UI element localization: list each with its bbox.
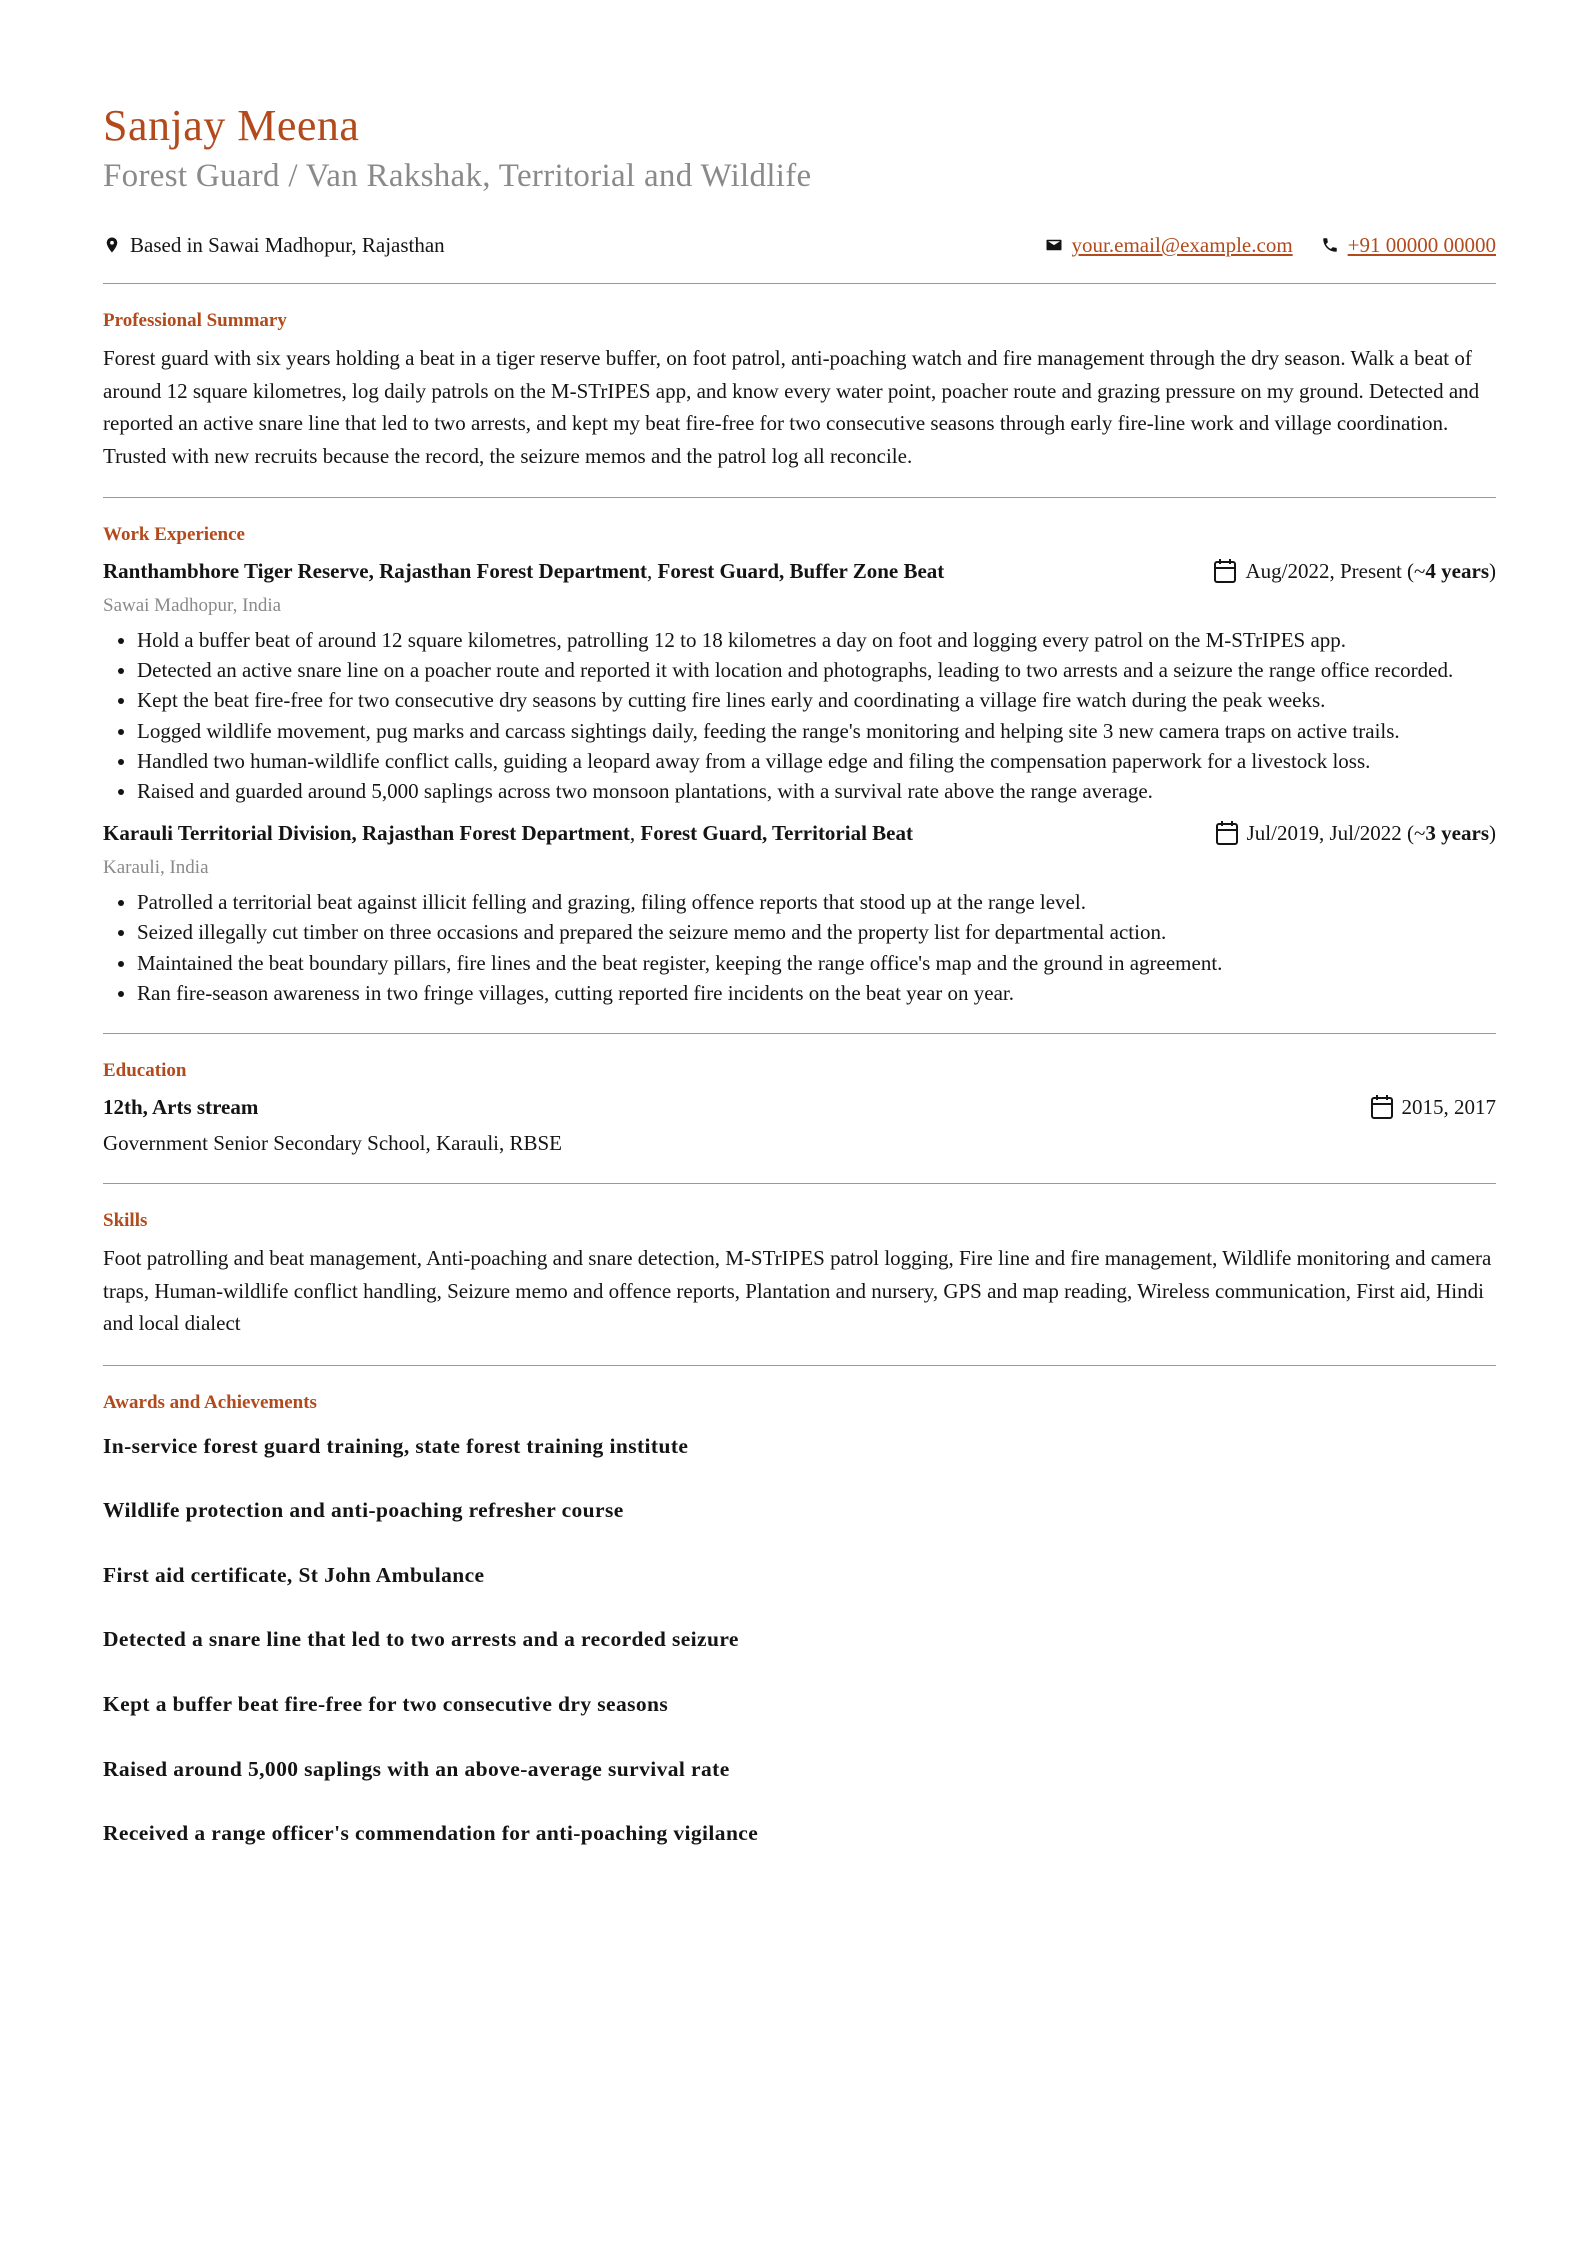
job-entry [103,818,1496,1008]
job-duration: 3 years [1425,821,1489,846]
job-header [103,556,1496,586]
job-role: Forest Guard, Territorial Beat [640,821,913,846]
job-org: Karauli Territorial Division, Rajasthan Forest Department [103,821,630,846]
job-bullets [103,625,1496,806]
section-title-experience: Work Experience [103,524,245,545]
award-item: Detected a snare line that led to two arrests and a recorded seizure [103,1627,739,1652]
section-title-skills: Skills [103,1210,148,1232]
list-item: • Detected an active snare line on a poacher route and reported it with location and photographs, leading to two arrests and a seizure the range office recorded. [137,655,1496,685]
list-item: • Maintained the beat boundary pillars, fire lines and the beat register, keeping the range office's map and the ground in agreement. [137,948,1496,978]
list-item: • Ran fire-season awareness in two fringe villages, cutting reported fire incidents on the beat year on year. [137,978,1496,1008]
job-date-close: ) [1489,559,1496,583]
education-degree: 12th, Arts stream [103,1095,259,1120]
job-title: Ranthambhore Tiger Reserve, Rajasthan Forest Department, Forest Guard, Buffer Zone Beat [103,559,945,583]
calendar-icon [1215,820,1239,846]
job-duration: 4 years [1425,559,1489,583]
contact-right [1045,232,1496,258]
job-title: Karauli Territorial Division, Rajasthan Forest Department, Forest Guard, Territorial Beat [103,821,913,846]
job-date-close: ) [1489,821,1496,846]
list-item: • Raised and guarded around 5,000 saplings across two monsoon plantations, with a survival rate above the range average. [137,776,1496,806]
award-item: First aid certificate, St John Ambulance [103,1562,485,1587]
contact-left [103,232,445,258]
summary-section [103,284,1496,497]
list-item: • Hold a buffer beat of around 12 square kilometres, patrolling 12 to 18 kilometres a day on foot and logging every patrol on the M-STrIPES app. [137,625,1496,655]
list-item: • Seized illegally cut timber on three occasions and prepared the seizure memo and the property list for departmental action. [137,917,1496,947]
phone-icon [1321,236,1339,254]
email-item[interactable] [1045,232,1293,258]
summary-text: Forest guard with six years holding a beat in a tiger reserve buffer, on foot patrol, anti-poaching watch and fire management through the dry season. Walk a beat of around 12 square kilometres, log daily patrols on the M-STrIPES app, and know every water point, poacher route and grazing pressure on my ground. Detected and reported an active snare line that led to two arrests, and kept my beat fire-free for two consecutive seasons through early fire-line work and village coordination. Trusted with new recruits because the record, the seizure memos and the patrol log all reconcile. [103,346,1480,468]
award-item: Received a range officer's commendation for anti-poaching vigilance [103,1821,759,1846]
job-date-range: Aug/2022, Present (~ [1245,559,1426,583]
list-item: • Logged wildlife movement, pug marks and carcass sightings daily, feeding the range's monitoring and helping site 3 new camera traps on active trails. [137,716,1496,746]
list-item: • Handled two human-wildlife conflict calls, guiding a leopard away from a village edge and filing the compensation paperwork for a livestock loss. [137,746,1496,776]
award-item: In-service forest guard training, state forest training institute [103,1433,689,1458]
job-role: Forest Guard, Buffer Zone Beat [657,559,945,583]
section-title-education: Education [103,1060,187,1082]
phone-item[interactable] [1321,232,1496,258]
education-date-range: 2015, 2017 [1401,1095,1496,1120]
list-item: • Kept the beat fire-free for two consecutive dry seasons by cutting fire lines early and coordinating a village fire watch during the peak weeks. [137,685,1496,715]
list-item: • Patrolled a territorial beat against illicit felling and grazing, filing offence reports that stood up at the range level. [137,887,1496,917]
award-item: Kept a buffer beat fire-free for two consecutive dry seasons [103,1691,669,1716]
awards-list [103,1424,1496,1848]
calendar-icon [1370,1094,1394,1120]
location-pin-icon [103,236,121,254]
education-section [103,1034,1496,1183]
job-dates [1215,818,1496,848]
phone-link[interactable]: +91 00000 00000 [1347,233,1496,257]
email-link[interactable]: your.email@example.com [1071,233,1293,257]
education-dates [1370,1092,1497,1122]
location-text: Based in Sawai Madhopur, Rajasthan [130,233,445,257]
job-dates [1213,556,1496,586]
experience-section [103,498,1496,1033]
candidate-headline: Forest Guard / Van Rakshak, Territorial and Wildlife [103,158,812,194]
education-header [103,1092,1496,1122]
job-location: Karauli, India [103,857,209,879]
award-item: Raised around 5,000 saplings with an above-average survival rate [103,1756,730,1781]
job-location: Sawai Madhopur, India [103,595,282,616]
section-title-summary: Professional Summary [103,310,287,331]
job-date-range: Jul/2019, Jul/2022 (~ [1246,821,1426,846]
job-bullets [103,887,1496,1008]
skills-text: Foot patrolling and beat management, Anti-poaching and snare detection, M-STrIPES patrol logging, Fire line and fire management, Wildlife monitoring and camera traps, Human-wildlife conflict handling, Seizure memo and offence reports, Plantation and nursery, GPS and map reading, Wireless communication, First aid, Hindi and local dialect [103,1246,1492,1336]
education-institution: Government Senior Secondary School, Karauli, RBSE [103,1131,563,1156]
job-org: Ranthambhore Tiger Reserve, Rajasthan Forest Department [103,559,648,583]
section-title-awards: Awards and Achievements [103,1391,317,1413]
job-header [103,818,1496,848]
location-item [103,232,445,258]
candidate-name: Sanjay Meena [103,101,360,150]
award-item: Wildlife protection and anti-poaching refresher course [103,1498,624,1523]
mail-icon [1045,236,1063,254]
calendar-icon [1213,558,1237,584]
awards-section [103,1366,1496,1873]
contact-row [103,232,1496,258]
skills-section [103,1184,1496,1365]
job-entry [103,556,1496,806]
